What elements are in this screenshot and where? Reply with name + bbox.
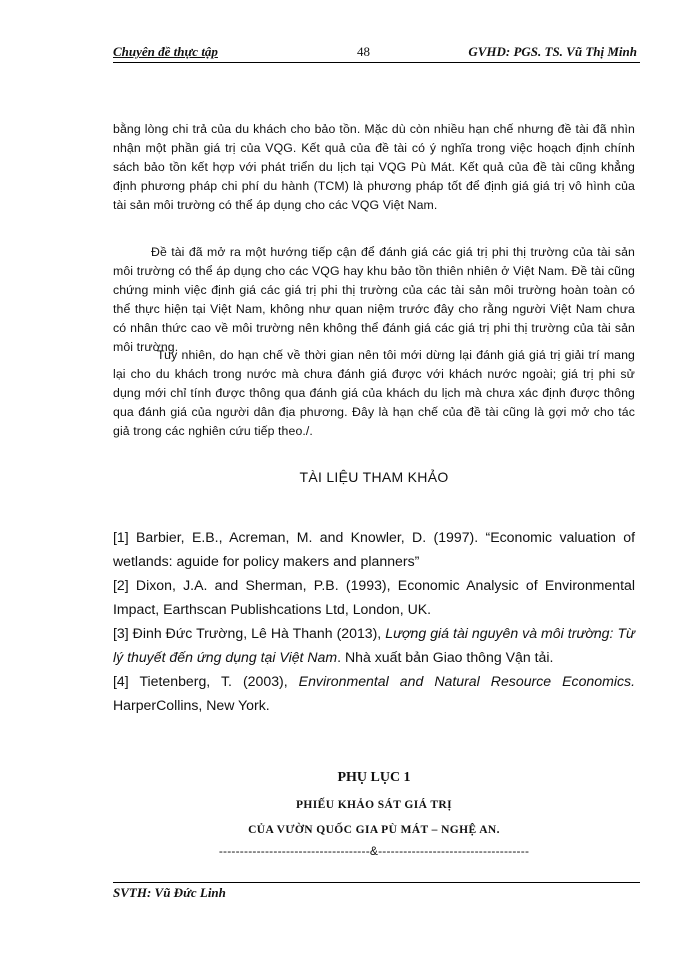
header-supervisor: GVHD: PGS. TS. Vũ Thị Minh [468, 44, 637, 59]
reference-4-title: Environmental and Natural Resource Economics. [298, 673, 635, 689]
header-divider [113, 62, 640, 63]
reference-4-authors: [4] Tietenberg, T. (2003), [113, 673, 299, 689]
paragraph-1: bằng lòng chi trả của du khách cho bảo tồn. Mặc dù còn nhiều hạn chế nhưng đề tài đã nhìn nhận một phần giá trị của VQG. Kết quả của đề tài có ý nghĩa trong việc hoạch định chính sách bảo tồn kết hợp với phát triển du lịch tại VQG Pù Mát. Kết quả của đề tài cũng khẳng định phương pháp chi phí du hành (TCM) là phương pháp tốt để định giá giá trị vô hình của tài sản môi trường có thể áp dụng cho các VQG Việt Nam. [113, 122, 635, 212]
page-number: 48 [357, 44, 370, 59]
page-header [113, 44, 637, 64]
appendix-title: PHỤ LỤC 1 [337, 770, 411, 785]
paragraph-2: Đề tài đã mở ra một hướng tiếp cận để đánh giá các giá trị phi thị trường của tài sản môi trường có thể áp dụng cho các VQG hay khu bảo tồn thiên nhiên ở Việt Nam. Đề tài cũng chứng minh việc định giá các giá trị phi thị trường của các tài sản môi trường hoàn toàn có thể thực hiện tại Việt Nam, không như quan niệm trước đây cho rằng người Việt Nam chưa có nhân thức cao về môi trường nên không thể đánh giá các giá trị phi thị trường của tài sản môi trường. [113, 245, 635, 354]
reference-item-1 [113, 525, 635, 573]
appendix-subtitle-2: CỦA VƯỜN QUỐC GIA PÙ MÁT – NGHỆ AN. [248, 824, 500, 836]
reference-3-title: Lượng giá tài nguyên và môi trường: Từ lý thuyết đến ứng dụng tại Việt Nam [113, 625, 635, 665]
page-footer: SVTH: Vũ Đức Linh [113, 885, 226, 900]
header-course-title: Chuyên đề thực tập [113, 44, 218, 59]
reference-item-3 [113, 621, 635, 669]
reference-1-text: [1] Barbier, E.B., Acreman, M. and Knowler, D. (1997). “Economic valuation of wetlands: aguide for policy makers and planners” [113, 529, 635, 569]
appendix-divider: ------------------------------------&------------------------------------ [218, 844, 530, 858]
reference-3-publisher: . Nhà xuất bản Giao thông Vận tải. [337, 649, 554, 665]
references-heading: TÀI LIỆU THAM KHẢO [299, 469, 449, 485]
appendix-section [113, 768, 635, 858]
footer-divider [113, 882, 640, 883]
reference-3-authors: [3] Đinh Đức Trường, Lê Hà Thanh (2013), [113, 625, 386, 641]
appendix-subtitle-1: PHIẾU KHẢO SÁT GIÁ TRỊ [296, 799, 452, 811]
reference-4-publisher: HarperCollins, New York. [113, 697, 270, 713]
reference-item-2 [113, 573, 635, 621]
paragraph-3: Tuy nhiên, do hạn chế về thời gian nên tôi mới dừng lại đánh giá giá trị giải trí mang lại cho du khách trong nước mà chưa đánh giá được với khách nước ngoài; giá trị phi sử dụng mới chỉ tính được thông qua đánh giá của khách du lịch mà chưa xác định được thông qua đánh giá của người dân địa phương. Đây là hạn chế của đề tài cũng là gợi mở cho tác giả trong các nghiên cứu tiếp theo./. [113, 348, 635, 438]
reference-2-text: [2] Dixon, J.A. and Sherman, P.B. (1993), Economic Analysic of Environmental Impact, Earthscan Publishcations Ltd, London, UK. [113, 577, 635, 617]
reference-item-4 [113, 669, 635, 717]
references-list [113, 525, 635, 717]
